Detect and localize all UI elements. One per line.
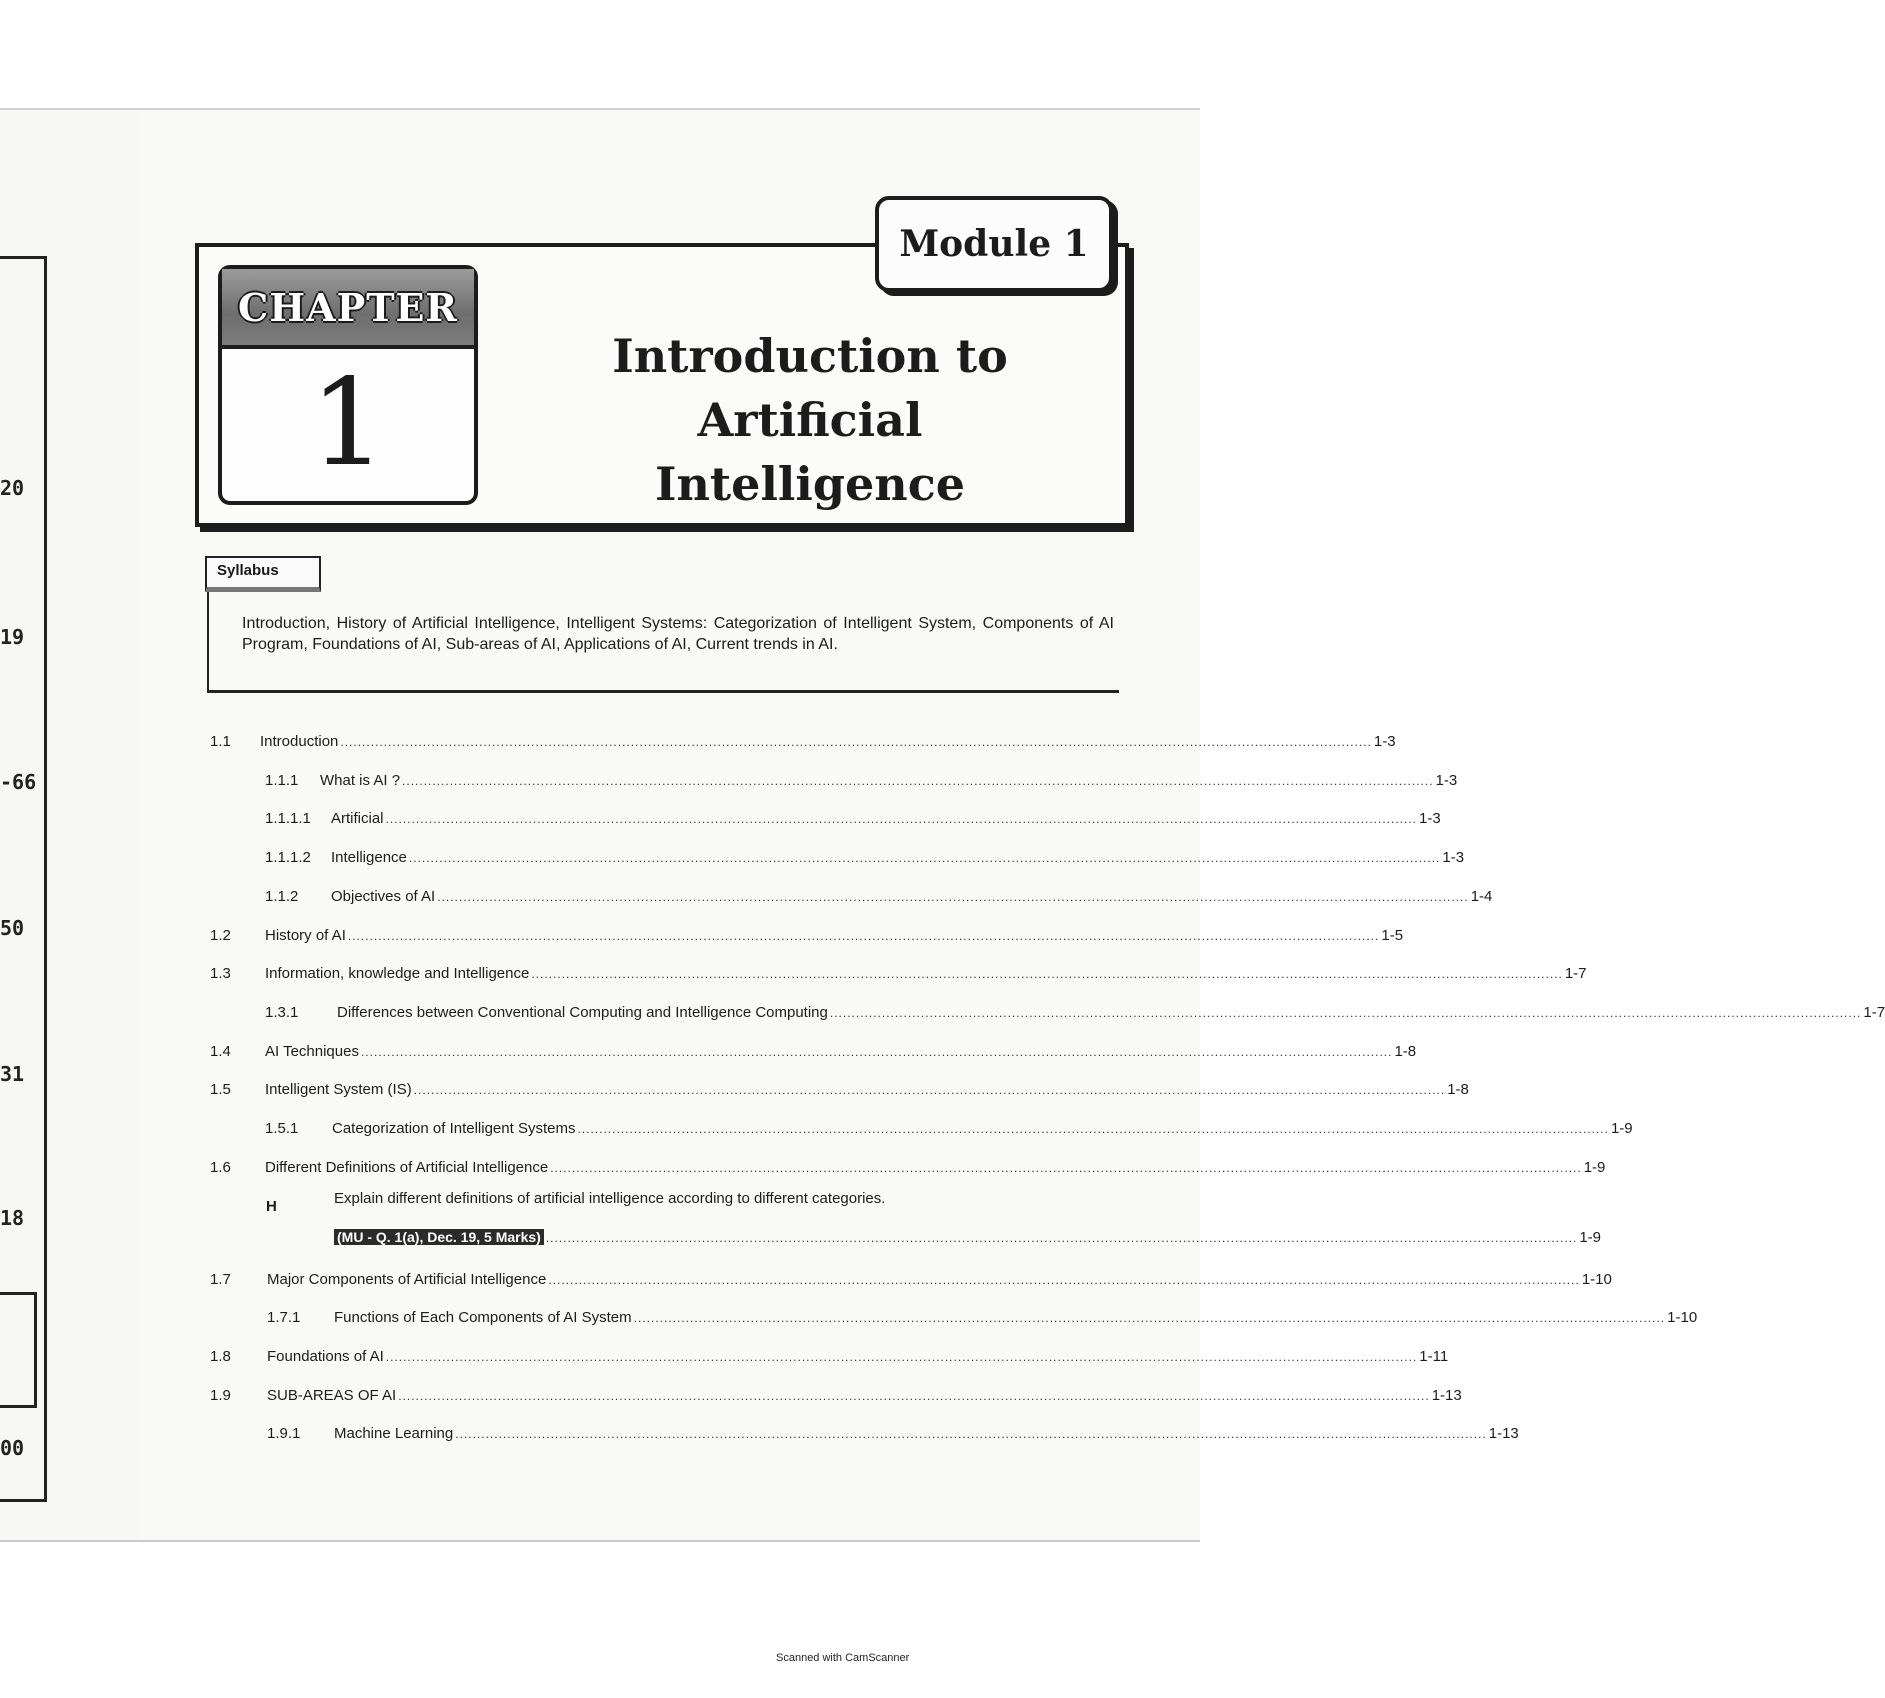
margin-number: -66 [0,770,37,794]
toc-number: 1.2 [210,927,231,944]
toc-row [210,1120,1633,1142]
toc-leader-dots: .............................................................................................................................................................................................................................................. [531,967,1563,981]
toc-leader-dots: .............................................................................................................................................................................................................................................. [347,929,1380,943]
toc-leader-dots: .............................................................................................................................................................................................................................................. [402,774,1434,788]
question-text: Explain different definitions of artificial intelligence according to different categories. [334,1190,886,1207]
chapter-badge [218,265,478,505]
chapter-title-line-2: Artificial Intelligence [654,393,966,511]
chapter-title-line-1: Introduction to [612,329,1008,383]
toc-row [210,810,1441,832]
toc-page: 1-10 [1581,1271,1612,1288]
toc-number: 1.7 [210,1271,231,1288]
syllabus-text: Introduction, History of Artificial Intelligence, Intelligent Systems: Categorization of Intelligent System, Components of AI Program, Foundations of AI, Sub-areas of AI, Applications of AI, Current trends in AI. [242,615,1114,653]
left-page-edge [0,110,143,1540]
toc-title: Intelligence [331,849,407,866]
toc-title: Functions of Each Components of AI System [334,1309,632,1326]
toc-number: 1.7.1 [267,1309,301,1326]
margin-number: 19 [0,625,25,649]
toc-title: What is AI ? [320,772,401,789]
toc-row [210,772,1458,794]
toc-title: History of AI [265,927,346,944]
toc-title: SUB-AREAS OF AI [267,1387,397,1404]
toc-page: 1-10 [1667,1309,1698,1326]
toc-number: 1.9 [210,1387,231,1404]
toc-title: Machine Learning [334,1425,454,1442]
toc-leader-dots: .............................................................................................................................................................................................................................................. [437,890,1469,904]
toc-page: 1-9 [1583,1159,1606,1176]
exam-reference-badge: (MU - Q. 1(a), Dec. 19, 5 Marks) [334,1229,544,1245]
toc-page: 1-9 [1610,1120,1633,1137]
toc-leader-dots: .............................................................................................................................................................................................................................................. [385,812,1418,826]
toc-number: 1.1.2 [265,888,299,905]
chapter-number: 1 [309,354,387,493]
toc-title: Different Definitions of Artificial Intelligence [265,1159,549,1176]
left-page-inner-frame [0,1292,37,1408]
toc-title: Intelligent System (IS) [265,1081,412,1098]
toc-page: 1-5 [1381,927,1404,944]
toc-leader-dots: .............................................................................................................................................................................................................................................. [340,735,1372,749]
toc-number: 1.6 [210,1159,231,1176]
toc-title: Introduction [260,733,339,750]
toc-number: 1.4 [210,1043,231,1060]
toc-leader-dots: .............................................................................................................................................................................................................................................. [385,1350,1418,1364]
toc-row [210,1425,1519,1447]
toc-title: Categorization of Intelligent Systems [332,1120,576,1137]
toc-row [210,1004,1885,1026]
toc-leader-dots: .............................................................................................................................................................................................................................................. [829,1006,1862,1020]
toc-leader-dots: .............................................................................................................................................................................................................................................. [455,1427,1487,1441]
margin-number: 18 [0,1206,25,1230]
toc-number: 1.5.1 [265,1120,299,1137]
toc-leader-dots: .............................................................................................................................................................................................................................................. [550,1161,1582,1175]
syllabus-label: Syllabus [205,556,321,592]
toc-number: 1.9.1 [267,1425,301,1442]
toc-page: 1-3 [1435,772,1458,789]
toc-number: 1.1 [210,733,231,750]
chapter-word: CHAPTER [237,284,459,330]
margin-number: 50 [0,916,25,940]
toc-title: Foundations of AI [267,1348,384,1365]
toc-page: 1-4 [1470,888,1493,905]
toc-page: 1-8 [1394,1043,1417,1060]
toc-title: Information, knowledge and Intelligence [265,965,530,982]
toc-row [210,1309,1698,1331]
module-tab: Module 1 [875,196,1113,292]
toc-title: AI Techniques [265,1043,359,1060]
toc-row [210,733,1396,755]
toc-page: 1-3 [1419,810,1441,827]
toc-leader-dots: .............................................................................................................................................................................................................................................. [413,1083,1446,1097]
toc-row [334,1229,1602,1251]
toc-row [210,1043,1417,1065]
toc-page: 1-13 [1488,1425,1519,1442]
toc-number: 1.5 [210,1081,231,1098]
toc-leader-dots: .............................................................................................................................................................................................................................................. [633,1311,1666,1325]
toc-title: Differences between Conventional Computing and Intelligence Computing [337,1004,828,1021]
toc-title: Major Components of Artificial Intelligence [267,1271,547,1288]
toc-number: 1.8 [210,1348,231,1365]
toc-leader-dots: .............................................................................................................................................................................................................................................. [408,851,1441,865]
toc-row [210,965,1587,987]
toc-page: 1-9 [1579,1229,1602,1246]
margin-number: 20 [0,476,25,500]
toc-leader-dots: .............................................................................................................................................................................................................................................. [548,1273,1580,1287]
toc-page: 1-7 [1564,965,1587,982]
toc-row [210,888,1493,910]
toc-leader-dots: .............................................................................................................................................................................................................................................. [545,1231,1578,1245]
chapter-label-band [222,269,474,349]
toc-title: Objectives of AI [331,888,436,905]
toc-row [210,927,1404,949]
toc-row [210,1159,1606,1181]
toc-row [210,1081,1469,1103]
toc-page: 1-3 [1373,733,1396,750]
toc-number: 1.1.1.1 [265,810,311,827]
chapter-title [540,324,1080,516]
toc-page: 1-8 [1447,1081,1469,1098]
toc-number: 1.1.1.2 [265,849,311,866]
toc-number: 1.3 [210,965,231,982]
scanner-watermark: Scanned with CamScanner [776,1652,910,1664]
margin-number: 31 [0,1062,25,1086]
margin-number: 00 [0,1436,25,1460]
toc-row [210,1387,1462,1409]
toc-title: Artificial [331,810,384,827]
toc-number: 1.3.1 [265,1004,299,1021]
toc-page: 1-11 [1419,1348,1449,1365]
toc-row [210,1271,1612,1293]
toc-leader-dots: .............................................................................................................................................................................................................................................. [577,1122,1609,1136]
toc-number: 1.1.1 [265,772,299,789]
question-marker: H [266,1198,277,1215]
toc-page: 1-13 [1431,1387,1462,1404]
toc-page: 1-3 [1442,849,1465,866]
toc-leader-dots: .............................................................................................................................................................................................................................................. [360,1045,1393,1059]
toc-row [210,1348,1449,1370]
toc-page: 1-7 [1863,1004,1885,1021]
toc-leader-dots: .............................................................................................................................................................................................................................................. [398,1389,1430,1403]
toc-row [210,849,1465,871]
